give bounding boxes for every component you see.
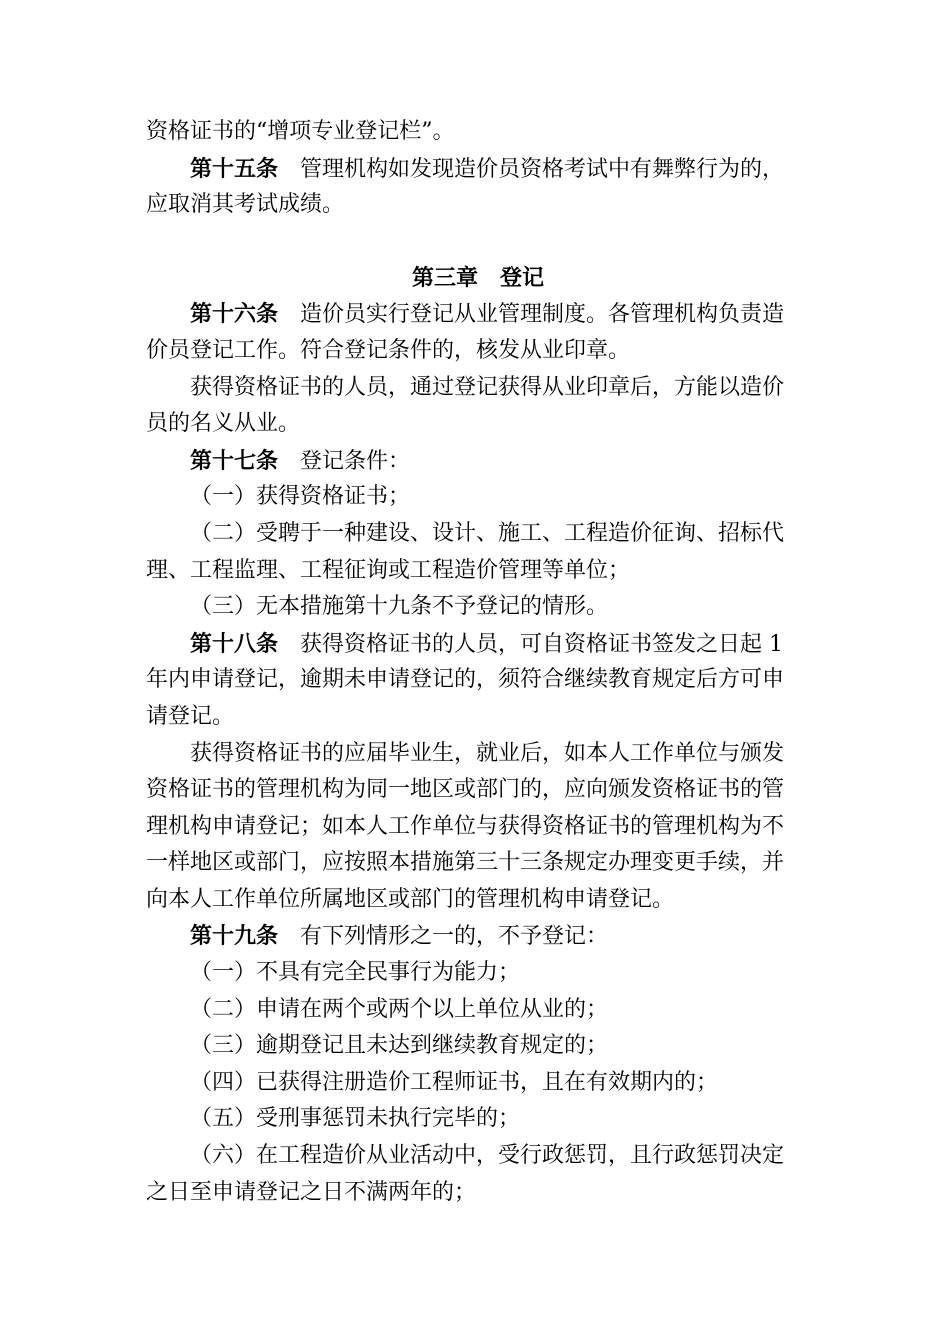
text-line: 年内申请登记，逾期未申请登记的，须符合继续教育规定后方可申 [146, 667, 785, 693]
text-line: 之日至申请登记之日不满两年的； [146, 1179, 477, 1205]
list-item: （二）申请在两个或两个以上单位从业的； [190, 996, 609, 1022]
text-line: 获得资格证书的应届毕业生，就业后，如本人工作单位与颁发 [190, 740, 785, 766]
article-number: 第十六条 [190, 301, 279, 328]
text-line: 资格证书的管理机构为同一地区或部门的，应向颁发资格证书的管 [146, 777, 785, 803]
article-text: 获得资格证书的人员，可自资格证书签发之日起 1 [300, 631, 784, 657]
chapter-title: 第三章 登记 [411, 264, 544, 291]
text-line: 获得资格证书的人员，通过登记获得从业印章后，方能以造价 [190, 374, 785, 400]
list-item: （三）无本措施第十九条不予登记的情形。 [190, 594, 609, 620]
text-line: 价员登记工作。符合登记条件的，核发从业印章。 [146, 337, 631, 363]
article-15 [146, 151, 810, 188]
article-text: 管理机构如发现造价员资格考试中有舞弊行为的， [300, 156, 785, 182]
text-line: 理机构申请登记；如本人工作单位与获得资格证书的管理机构为不 [146, 813, 785, 839]
article-text: 有下列情形之一的，不予登记： [300, 924, 609, 950]
article-number: 第十九条 [190, 923, 279, 950]
list-item: （五）受刑事惩罚未执行完毕的； [190, 1106, 521, 1132]
article-17 [146, 443, 810, 480]
list-item: （二）受聘于一种建设、设计、施工、工程造价征询、招标代 [190, 520, 785, 546]
list-item: （六）在工程造价从业活动中，受行政惩罚，且行政惩罚决定 [190, 1143, 785, 1169]
document-page [146, 114, 810, 1211]
article-16 [146, 296, 810, 333]
text-line: 请登记。 [146, 703, 235, 729]
text-line: 一样地区或部门，应按照本措施第三十三条规定办理变更手续，并 [146, 850, 785, 876]
text-line: 理、工程监理、工程征询或工程造价管理等单位； [146, 557, 631, 583]
list-item: （四）已获得注册造价工程师证书，且在有效期内的； [190, 1069, 719, 1095]
list-item: （一）不具有完全民事行为能力； [190, 960, 521, 986]
article-number: 第十七条 [190, 447, 279, 474]
article-text: 造价员实行登记从业管理制度。各管理机构负责造 [300, 302, 785, 328]
text-line: 员的名义从业。 [146, 411, 301, 437]
text-line: 资格证书的“增项专业登记栏”。 [146, 119, 455, 144]
text-line: 向本人工作单位所属地区或部门的管理机构申请登记。 [146, 886, 675, 912]
article-18 [146, 626, 810, 663]
list-item: （三）逾期登记且未达到继续教育规定的； [190, 1033, 609, 1059]
article-text: 登记条件： [300, 448, 411, 474]
blank-line [146, 224, 810, 260]
article-19 [146, 918, 810, 955]
list-item: （一）获得资格证书； [190, 484, 411, 510]
article-number: 第十八条 [190, 630, 279, 657]
text-line: 应取消其考试成绩。 [146, 192, 345, 218]
article-number: 第十五条 [190, 155, 279, 182]
